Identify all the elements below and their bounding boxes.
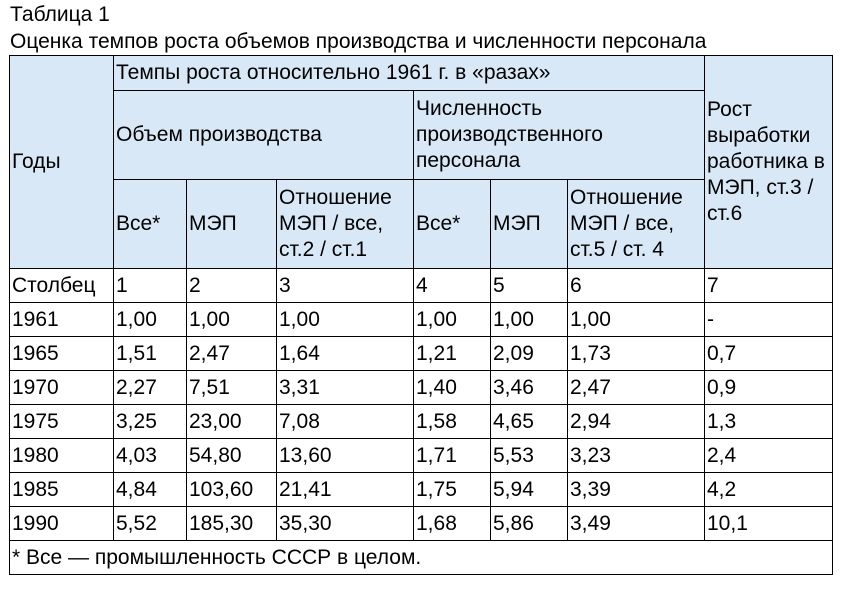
table-cell: 5,52 <box>114 507 187 541</box>
table-cell: 5 <box>491 269 568 303</box>
table-cell: 4,03 <box>114 439 187 473</box>
table-row <box>10 303 833 337</box>
table-cell: 1,00 <box>187 303 277 337</box>
table-cell: 103,60 <box>187 473 277 507</box>
table-cell: 7,51 <box>187 371 277 405</box>
header-volume: Объем производства <box>114 91 414 180</box>
table-cell: 4,65 <box>491 405 568 439</box>
footnote: * Все — промышленность СССР в целом. <box>10 541 833 575</box>
table-cell: 0,9 <box>705 371 833 405</box>
table-row <box>10 507 833 541</box>
table-cell: 2,47 <box>568 371 705 405</box>
table-cell: 2,47 <box>187 337 277 371</box>
table-cell: 1,51 <box>114 337 187 371</box>
table-cell: 1970 <box>10 371 114 405</box>
table-cell: 3,31 <box>277 371 414 405</box>
table-cell: 3 <box>277 269 414 303</box>
table-cell: 1980 <box>10 439 114 473</box>
table-cell: 1961 <box>10 303 114 337</box>
table-cell: 1,40 <box>414 371 491 405</box>
header-vol-all: Все* <box>114 180 187 269</box>
header-staff-all: Все* <box>414 180 491 269</box>
table-cell: 2,27 <box>114 371 187 405</box>
table-cell: 13,60 <box>277 439 414 473</box>
table-cell: 1,68 <box>414 507 491 541</box>
column-number-row <box>10 269 833 303</box>
table-cell: 2,4 <box>705 439 833 473</box>
table-cell: 2,09 <box>491 337 568 371</box>
header-staff: Численность производственного персонала <box>414 91 705 180</box>
table-cell: 1985 <box>10 473 114 507</box>
table-cell: 1,00 <box>491 303 568 337</box>
table-cell: 1,00 <box>114 303 187 337</box>
table-cell: 3,39 <box>568 473 705 507</box>
table-title: Оценка темпов роста объемов производства и численности персонала <box>10 30 707 53</box>
table-cell: 1,00 <box>414 303 491 337</box>
table-row <box>10 337 833 371</box>
table-cell: 1,71 <box>414 439 491 473</box>
table-cell: 5,94 <box>491 473 568 507</box>
table-label: Таблица 1 <box>10 3 110 26</box>
table-cell: 5,53 <box>491 439 568 473</box>
table-cell: 1,75 <box>414 473 491 507</box>
header-years: Годы <box>10 56 114 269</box>
table-cell: 1,73 <box>568 337 705 371</box>
table-cell: 10,1 <box>705 507 833 541</box>
table-cell: 3,25 <box>114 405 187 439</box>
table-row <box>10 473 833 507</box>
header-vol-mep: МЭП <box>187 180 277 269</box>
header-vol-ratio: Отношение МЭП / все, ст.2 / ст.1 <box>277 180 414 269</box>
header-staff-ratio: Отношение МЭП / все, ст.5 / ст. 4 <box>568 180 705 269</box>
header-productivity: Рост выработки работника в МЭП, ст.3 / ст.6 <box>705 56 833 269</box>
table-cell: 2,94 <box>568 405 705 439</box>
table-cell: 3,46 <box>491 371 568 405</box>
table-cell: 4 <box>414 269 491 303</box>
table-cell: 1,58 <box>414 405 491 439</box>
table-cell: 4,2 <box>705 473 833 507</box>
table-cell: 3,23 <box>568 439 705 473</box>
table-cell: 21,41 <box>277 473 414 507</box>
table-cell: 35,30 <box>277 507 414 541</box>
table-cell: 6 <box>568 269 705 303</box>
table-row <box>10 439 833 473</box>
table-cell: 2 <box>187 269 277 303</box>
table-cell: 4,84 <box>114 473 187 507</box>
table-cell: 0,7 <box>705 337 833 371</box>
table-cell: 1,00 <box>277 303 414 337</box>
data-table <box>9 55 833 575</box>
table-cell: 1975 <box>10 405 114 439</box>
table-cell: 1965 <box>10 337 114 371</box>
table-cell: - <box>705 303 833 337</box>
table-cell: 23,00 <box>187 405 277 439</box>
table-cell: 1,3 <box>705 405 833 439</box>
table-cell: 1990 <box>10 507 114 541</box>
table-cell: 5,86 <box>491 507 568 541</box>
table-cell: 1,00 <box>568 303 705 337</box>
table-cell: 7 <box>705 269 833 303</box>
header-staff-mep: МЭП <box>491 180 568 269</box>
table-cell: 1,64 <box>277 337 414 371</box>
table-row <box>10 371 833 405</box>
table-cell: 1 <box>114 269 187 303</box>
table-cell: 54,80 <box>187 439 277 473</box>
table-row <box>10 405 833 439</box>
table-cell: 3,49 <box>568 507 705 541</box>
header-growth: Темпы роста относительно 1961 г. в «разах» <box>114 56 705 91</box>
table-cell: 7,08 <box>277 405 414 439</box>
table-cell: Столбец <box>10 269 114 303</box>
table-cell: 185,30 <box>187 507 277 541</box>
table-cell: 1,21 <box>414 337 491 371</box>
